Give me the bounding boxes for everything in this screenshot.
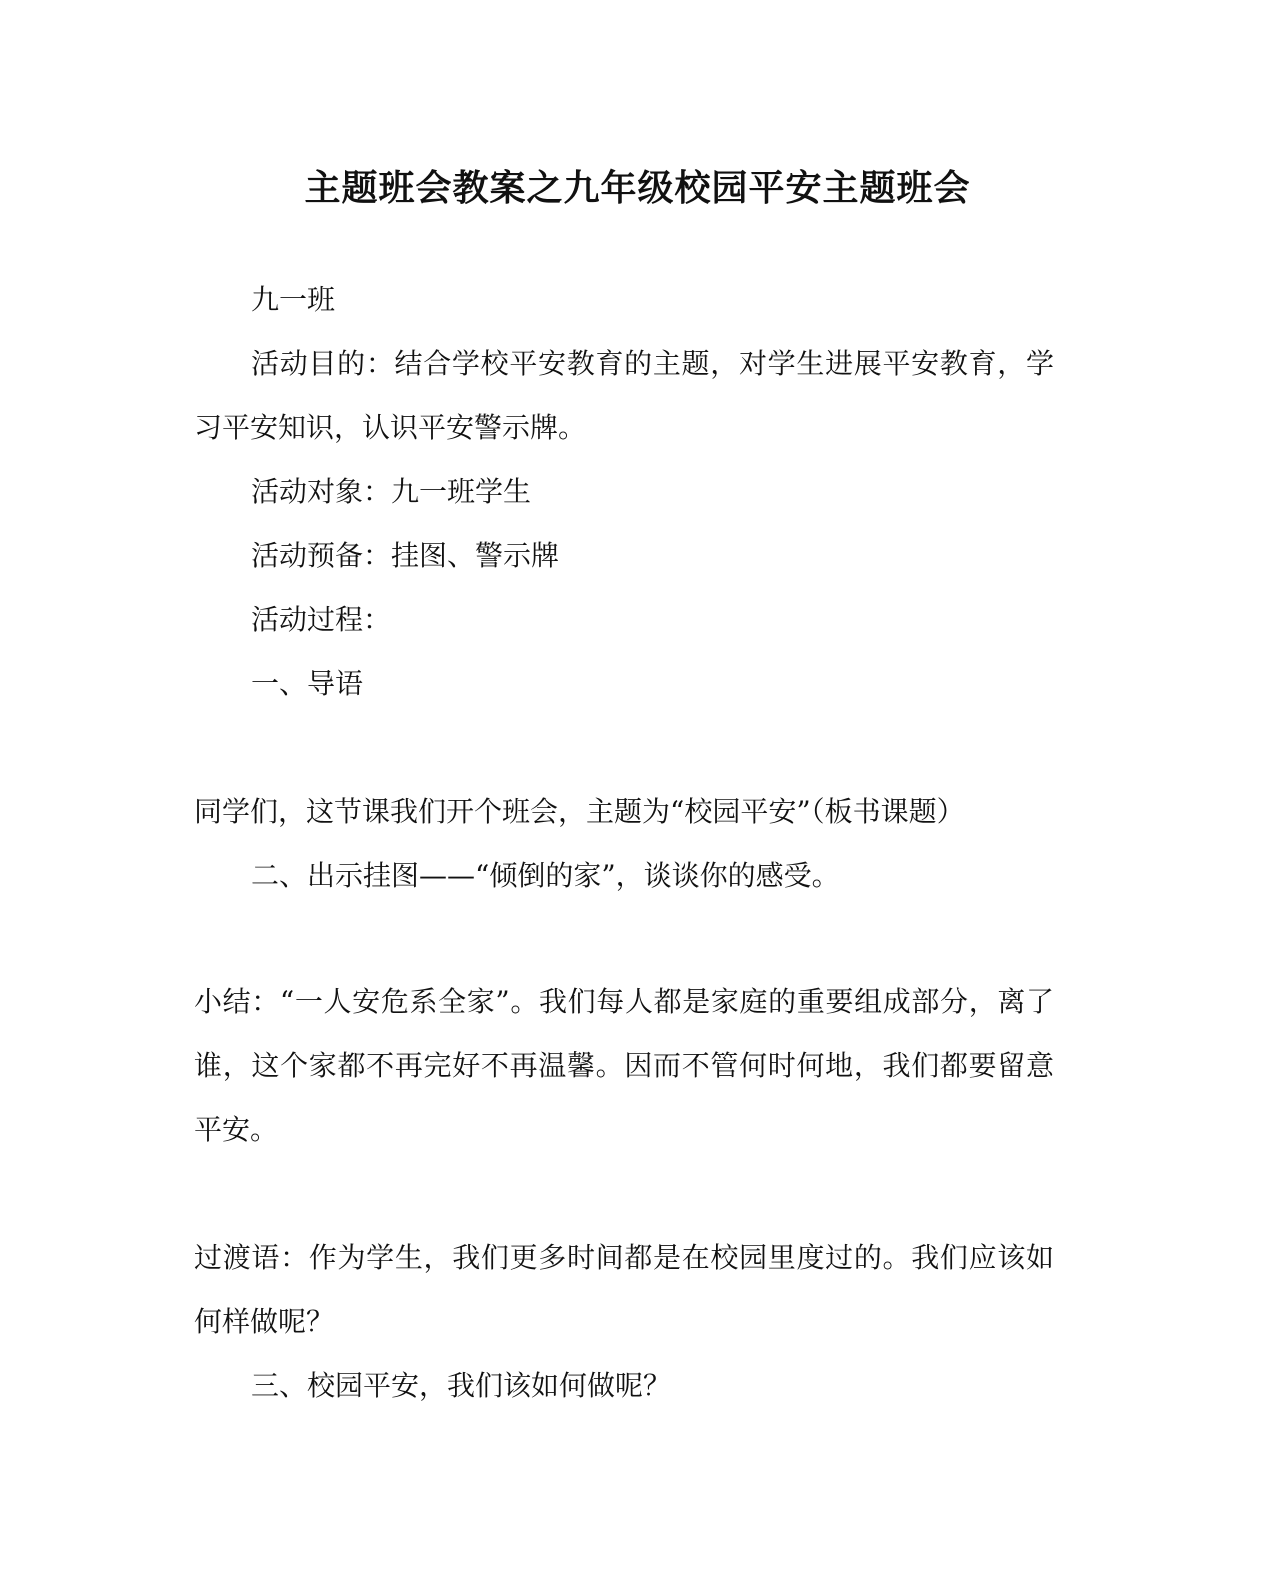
paragraph-preparation: 活动预备：挂图、警示牌 [251,539,560,572]
paragraph-class-name: 九一班 [251,283,336,316]
paragraph-purpose: 活动目的：结合学校平安教育的主题，对学生进展平安教育，学习平安知识，认识平安警示牌。 [194,347,1054,444]
heading-section-2: 二、出示挂图——“倾倒的家”，谈谈你的感受。 [251,859,840,892]
heading-section-1: 一、导语 [251,667,364,700]
heading-section-3: 三、校园平安，我们该如何做呢？ [251,1369,672,1402]
paragraph-summary: 小结：“一人安危系全家”。我们每人都是家庭的重要组成部分，离了谁，这个家都不再完好不再温馨。因而不管何时何地，我们都要留意平安。 [194,985,1054,1146]
paragraph-transition: 过渡语：作为学生，我们更多时间都是在校园里度过的。我们应该如何样做呢？ [194,1241,1054,1338]
document-title: 主题班会教案之九年级校园平安主题班会 [304,167,971,209]
paragraph-process: 活动过程： [251,603,392,636]
paragraph-target: 活动对象：九一班学生 [251,475,532,508]
paragraph-intro-speech: 同学们，这节课我们开个班会，主题为“校园平安”（板书课题） [194,795,965,828]
